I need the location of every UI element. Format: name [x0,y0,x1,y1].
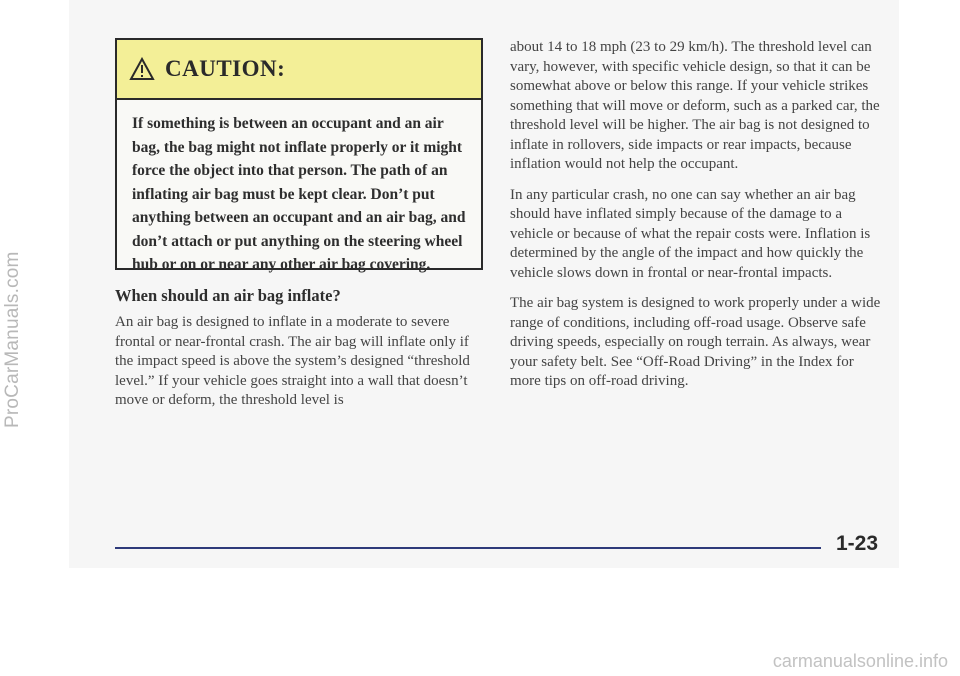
right-paragraph-1: about 14 to 18 mph (23 to 29 km/h). The threshold level can vary, however, with specific vehicle design, so that it can be somewhat above or below this range. If your vehicle strikes something that will move or deform, such as a parked car, the threshold level will be higher. The air bag is not designed to inflate in rollovers, side impacts or rear impacts, because inflation would not help the occupant. [510,39,880,172]
caution-header [117,40,481,100]
right-paragraph-3: The air bag system is designed to work properly under a wide range of conditions, including off-road usage. Observe safe driving speeds, especially on rough terrain. As always, wear your safety belt. See “Off-Road Driving” in the Index for more tips on off-road driving. [510,295,881,389]
right-column [510,38,884,403]
left-column [115,313,481,422]
side-watermark: ProCarManuals.com [2,251,23,429]
caution-title: CAUTION: [165,56,286,81]
left-paragraph-1: An air bag is designed to inflate in a moderate to severe frontal or near-frontal crash. The air bag will inflate only if the impact speed is above the system’s designed “threshold level.” If your vehicle goes straight into a wall that doesn’t move or deform, the threshold level is [115,314,470,408]
footer-rule [115,547,821,549]
bottom-watermark: carmanualsonline.info [772,651,948,671]
section-heading: When should an air bag inflate? [115,286,341,305]
caution-box [115,38,483,273]
page-number: 1-23 [836,532,879,555]
right-paragraph-2: In any particular crash, no one can say whether an air bag should have inflated simply because of the damage to a vehicle or because of what the repair costs were. Inflation is determined by the angle of the impact and how quickly the vehicle slows down in frontal or near-frontal impacts. [510,186,871,281]
warning-triangle-icon [129,57,155,81]
caution-text: If something is between an occupant and an air bag, the bag might not inflate properly or it might force the object into that person. The path of an inflating air bag must be kept clear. Don’t put anything between an occupant and an air bag, and don’t attach or put anything on the steering wheel hub or on or near any other air bag covering. [132,115,466,273]
